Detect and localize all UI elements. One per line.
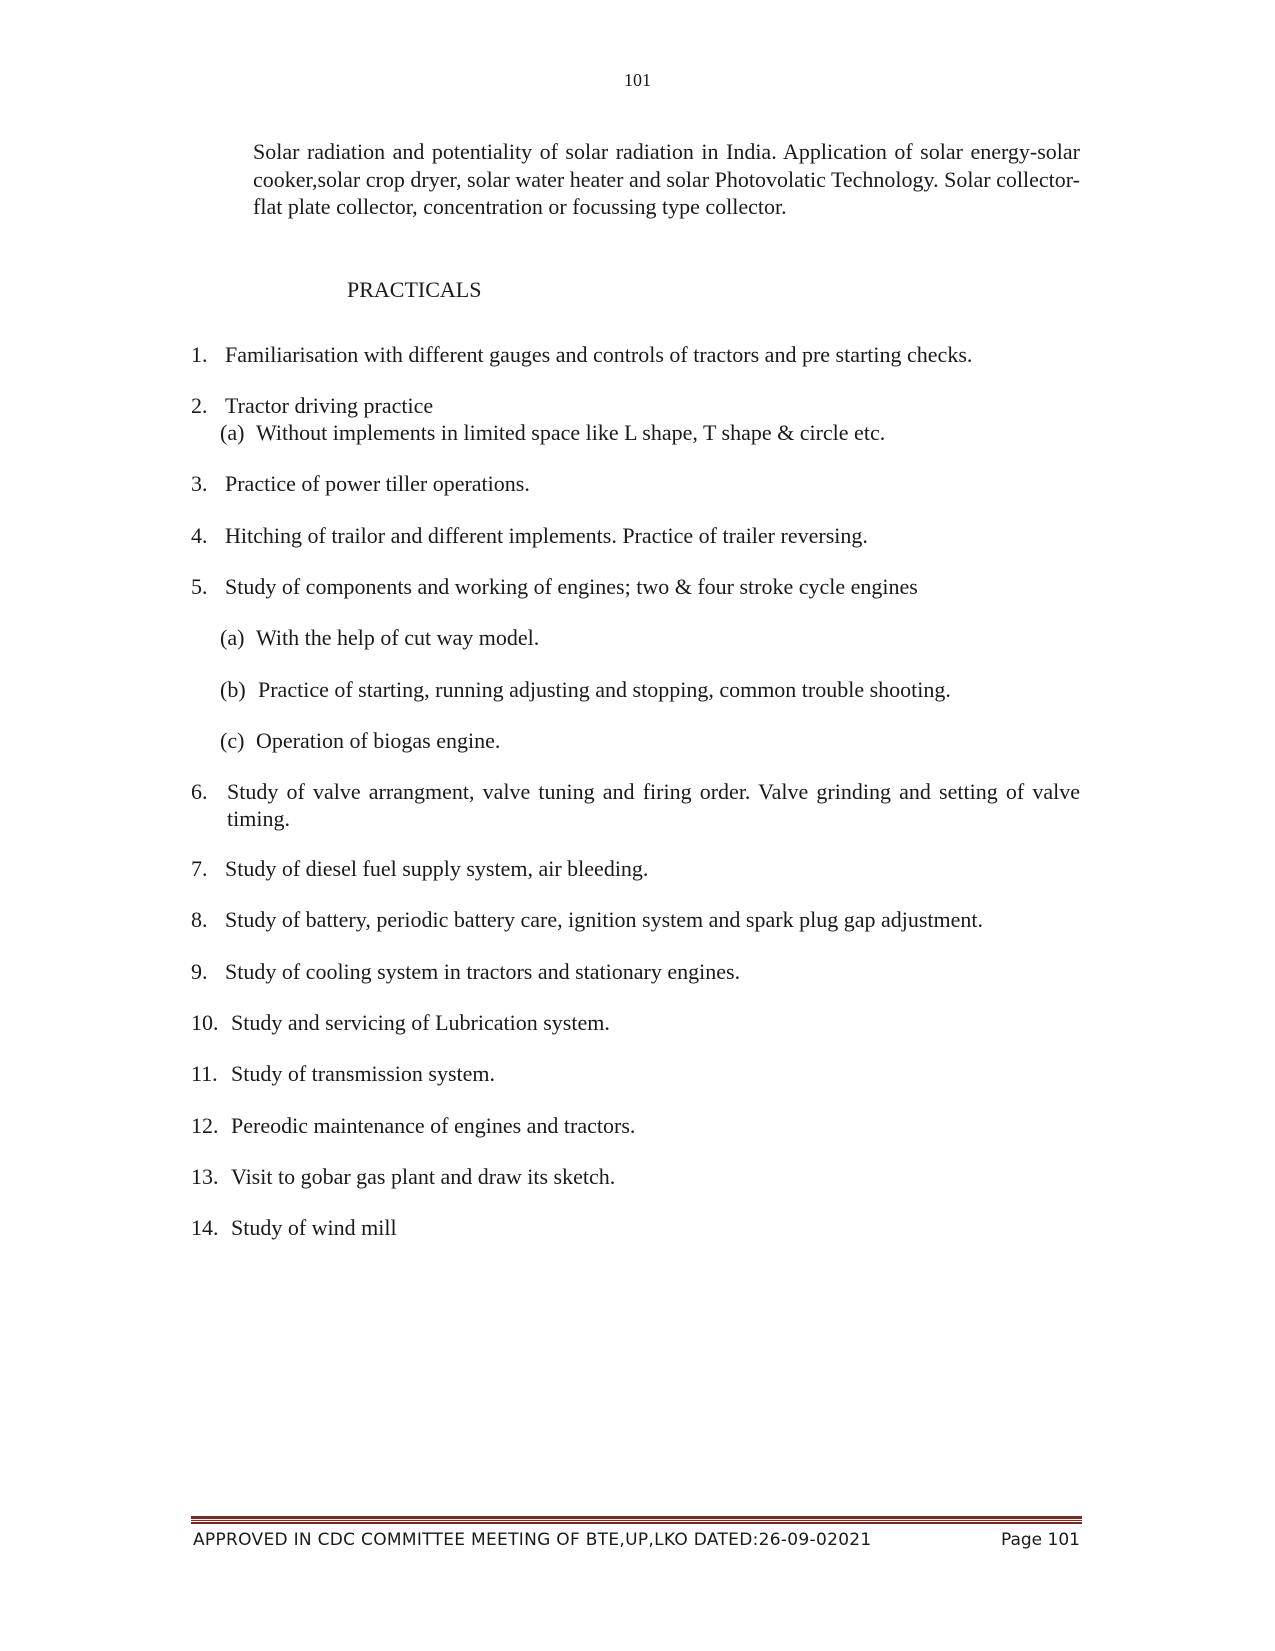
list-item-text: Without implements in limited space like L shape, T shape & circle etc. [256, 420, 886, 445]
list-subitem [220, 727, 500, 754]
list-item-number: 10. [191, 1010, 219, 1035]
list-item-text: Study of battery, periodic battery care, ignition system and spark plug gap adjustment. [225, 907, 984, 932]
list-item [191, 958, 740, 985]
list-item [191, 1009, 610, 1036]
list-item-number: 9. [191, 959, 208, 984]
list-item-text: Pereodic maintenance of engines and tractors. [231, 1113, 636, 1138]
list-item-text: Practice of starting, running adjusting and stopping, common trouble shooting. [258, 677, 951, 702]
list-item-text: With the help of cut way model. [256, 625, 540, 650]
list-item [191, 392, 433, 419]
list-item-text: Operation of biogas engine. [256, 728, 501, 753]
intro-paragraph: Solar radiation and potentiality of solar radiation in India. Application of solar energy-solar cooker,solar crop dryer, solar water heater and solar Photovolatic Technology. Solar collector-flat plate collector, concentration or focussing type collector. [253, 139, 1080, 219]
list-item-number: 7. [191, 856, 208, 881]
list-item-number: 2. [191, 393, 208, 418]
list-subitem [220, 624, 539, 651]
list-item-number: (a) [220, 625, 245, 650]
footer-divider [191, 1516, 1082, 1525]
list-item [191, 906, 983, 933]
list-item [191, 1112, 635, 1139]
list-item-number: (b) [220, 677, 246, 702]
list-item-text: Study of cooling system in tractors and stationary engines. [225, 959, 741, 984]
list-item [191, 1163, 615, 1190]
list-subitem [220, 419, 885, 446]
practicals-heading: PRACTICALS [347, 277, 482, 302]
list-item [191, 573, 918, 600]
list-item-text: Tractor driving practice [225, 393, 434, 418]
list-item-text: Study of diesel fuel supply system, air bleeding. [225, 856, 649, 881]
list-item [191, 470, 530, 497]
footer-approval-text: APPROVED IN CDC COMMITTEE MEETING OF BTE,UP,LKO DATED:26-09-02021 [193, 1530, 872, 1550]
list-item-number: 6. [191, 779, 208, 804]
list-item-number: 5. [191, 574, 208, 599]
list-item-number: 1. [191, 342, 208, 367]
list-item-text: Study of valve arrangment, valve tuning and firing order. Valve grinding and setting of valve timing. [227, 779, 1080, 831]
list-item [191, 341, 972, 368]
list-item-text: Practice of power tiller operations. [225, 471, 530, 496]
list-item-text: Visit to gobar gas plant and draw its sketch. [231, 1164, 616, 1189]
list-item-number: (a) [220, 420, 245, 445]
list-item-number: 12. [191, 1113, 219, 1138]
list-item-text: Study and servicing of Lubrication system. [231, 1010, 610, 1035]
list-item-number: 8. [191, 907, 208, 932]
list-item-number: (c) [220, 728, 245, 753]
list-item [191, 855, 648, 882]
footer-page-label: Page 101 [1000, 1530, 1080, 1550]
list-item-number: 11. [191, 1061, 218, 1086]
list-item-number: 3. [191, 471, 208, 496]
list-item-text: Study of wind mill [231, 1215, 397, 1240]
list-item-text: Familiarisation with different gauges and controls of tractors and pre starting checks. [225, 342, 973, 367]
list-item-text: Study of transmission system. [231, 1061, 496, 1086]
list-item [191, 778, 1080, 832]
page-number-top: 101 [624, 70, 651, 90]
list-item-number: 4. [191, 523, 208, 548]
list-subitem [220, 676, 951, 703]
list-item-number: 13. [191, 1164, 219, 1189]
list-item [191, 522, 868, 549]
list-item-number: 14. [191, 1215, 219, 1240]
list-item-text: Hitching of trailor and different implements. Practice of trailer reversing. [225, 523, 868, 548]
list-item [191, 1060, 495, 1087]
list-item-text: Study of components and working of engines; two & four stroke cycle engines [225, 574, 918, 599]
list-item [191, 1214, 397, 1241]
